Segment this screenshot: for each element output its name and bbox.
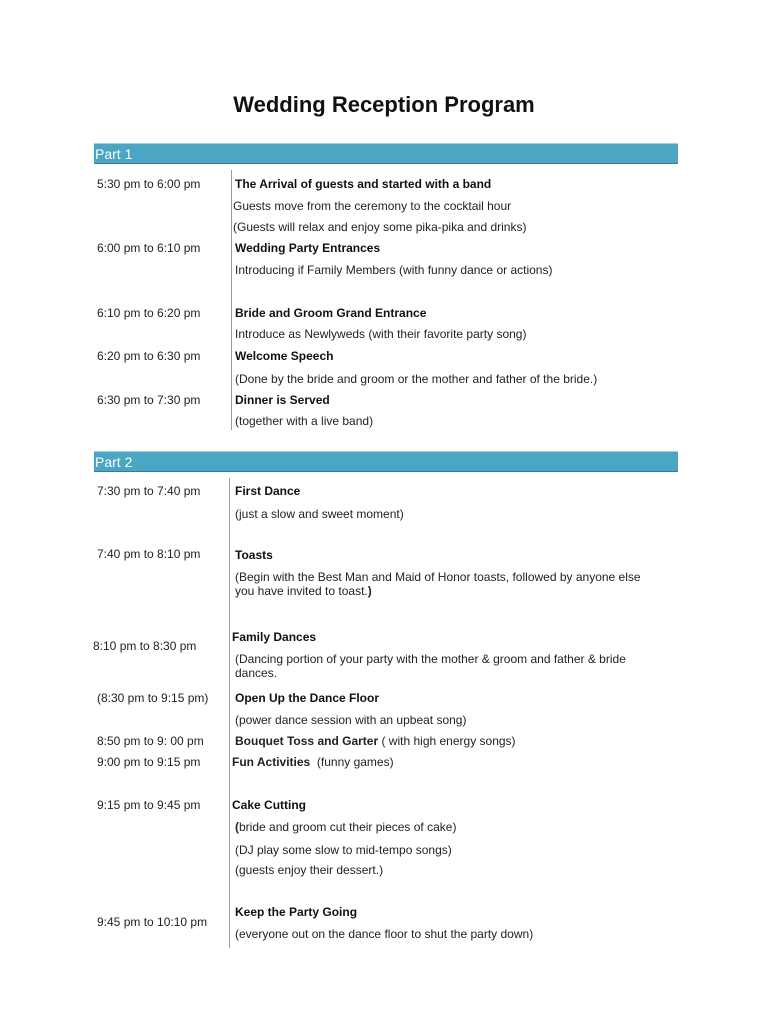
part1-time-5: 6:30 pm to 7:30 pm <box>97 393 201 407</box>
part2-header <box>94 451 678 472</box>
part1-time-4: 6:20 pm to 6:30 pm <box>97 349 201 363</box>
part2-desc-first-dance: (just a slow and sweet moment) <box>235 507 404 521</box>
part2-desc-toasts-text: (Begin with the Best Man and Maid of Honor toasts, followed by anyone else you have invited to toast. <box>235 570 641 598</box>
part2-desc-toasts <box>235 570 645 598</box>
part2-time-1: 7:30 pm to 7:40 pm <box>97 484 201 498</box>
part1-divider <box>231 170 232 430</box>
part2-desc-keep-going: (everyone out on the dance floor to shut the party down) <box>235 927 534 941</box>
part2-desc-toasts-paren: ) <box>367 584 372 598</box>
part1-item-grand-entrance: Bride and Groom Grand Entrance <box>235 306 427 320</box>
part2-item-cake-cutting: Cake Cutting <box>232 798 307 812</box>
part1-item-arrival: The Arrival of guests and started with a band <box>235 177 492 191</box>
part1-time-2: 6:00 pm to 6:10 pm <box>97 241 201 255</box>
part2-header-label: Part 2 <box>95 454 133 470</box>
part1-header-label: Part 1 <box>95 146 133 162</box>
part2-time-8: 9:45 pm to 10:10 pm <box>97 915 208 929</box>
part2-item-bouquet-title: Bouquet Toss and Garter <box>235 734 379 748</box>
part2-item-fun-activities <box>232 755 394 769</box>
part2-time-6: 9:00 pm to 9:15 pm <box>97 755 201 769</box>
part2-item-bouquet-note: ( with high energy songs) <box>378 734 516 748</box>
part2-desc-cake-1-paren: ( <box>235 820 239 834</box>
part1-time-1: 5:30 pm to 6:00 pm <box>97 177 201 191</box>
part2-desc-cake-2: (DJ play some slow to mid-tempo songs) <box>235 843 452 857</box>
part2-item-toasts: Toasts <box>235 548 273 562</box>
part2-time-3: 8:10 pm to 8:30 pm <box>93 639 197 653</box>
part1-desc-dinner: (together with a live band) <box>235 414 374 428</box>
part2-desc-family-dances: (Dancing portion of your party with the mother & groom and father & bride dances. <box>235 652 626 680</box>
part1-item-welcome-speech: Welcome Speech <box>235 349 334 363</box>
part2-item-first-dance: First Dance <box>235 484 301 498</box>
part2-item-dance-floor: Open Up the Dance Floor <box>235 691 380 705</box>
part1-desc-arrival-2: (Guests will relax and enjoy some pika-pika and drinks) <box>233 220 527 234</box>
part1-item-entrances: Wedding Party Entrances <box>235 241 381 255</box>
part2-time-5: 8:50 pm to 9: 00 pm <box>97 734 204 748</box>
part1-item-dinner: Dinner is Served <box>235 393 330 407</box>
part1-time-3: 6:10 pm to 6:20 pm <box>97 306 201 320</box>
part1-desc-welcome-speech: (Done by the bride and groom or the mother and father of the bride.) <box>235 372 598 386</box>
part2-item-bouquet <box>235 734 516 748</box>
part2-time-2: 7:40 pm to 8:10 pm <box>97 547 201 561</box>
part2-item-fun-note: (funny games) <box>310 755 394 769</box>
part1-desc-grand-entrance: Introduce as Newlyweds (with their favorite party song) <box>235 327 527 341</box>
part2-desc-cake-1-text: bride and groom cut their pieces of cake) <box>239 820 457 834</box>
part2-desc-cake-3: (guests enjoy their dessert.) <box>235 863 384 877</box>
part2-time-7: 9:15 pm to 9:45 pm <box>97 798 201 812</box>
part2-item-keep-going: Keep the Party Going <box>235 905 358 919</box>
part1-header <box>94 143 678 164</box>
part2-desc-dance-floor: (power dance session with an upbeat song) <box>235 713 467 727</box>
part1-desc-arrival-1: Guests move from the ceremony to the cocktail hour <box>233 199 512 213</box>
part2-item-family-dances: Family Dances <box>232 630 317 644</box>
part2-time-4: (8:30 pm to 9:15 pm) <box>97 691 209 705</box>
part2-item-fun-title: Fun Activities <box>232 755 311 769</box>
part2-divider <box>229 478 230 948</box>
part1-desc-entrances: Introducing if Family Members (with funny dance or actions) <box>235 263 553 277</box>
page-title: Wedding Reception Program <box>233 92 535 117</box>
part2-desc-cake-1 <box>235 820 456 834</box>
